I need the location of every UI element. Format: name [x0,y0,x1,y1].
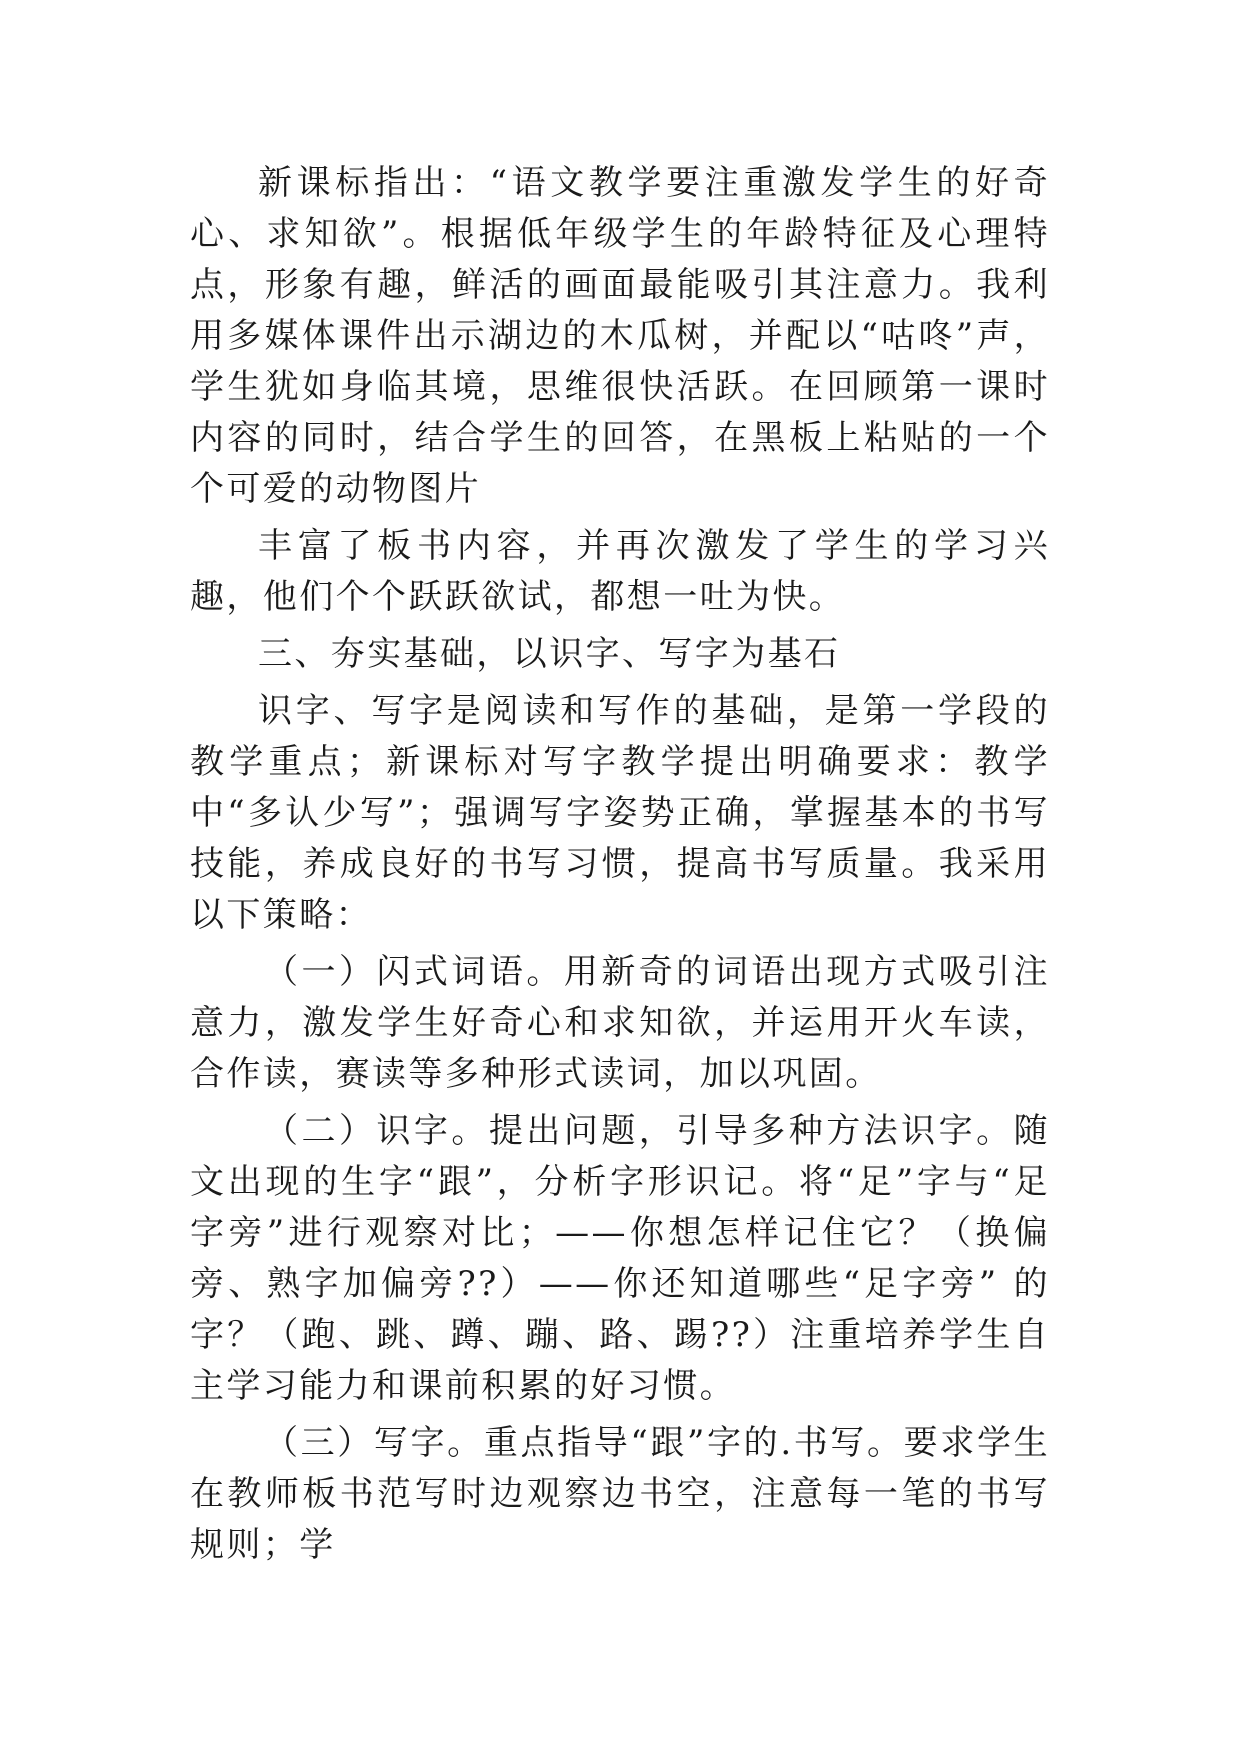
section-heading-3: 三、夯实基础，以识字、写字为基石 [258,634,841,674]
paragraph-strategy-1: （一）闪式词语。用新奇的词语出现方式吸引注意力，激发学生好奇心和求知欲，并运用开火车读，合作读，赛读等多种形式读词，加以巩固。 [190,952,1050,1094]
paragraph-intro: 新课标指出：“语文教学要注重激发学生的好奇心、求知欲”。根据低年级学生的年龄特征及心理特点，形象有趣，鲜活的画面最能吸引其注意力。我利用多媒体课件出示湖边的木瓜树，并配以“咕咚”声，学生犹如身临其境，思维很快活跃。在回顾第一课时内容的同时，结合学生的回答，在黑板上粘贴的一个个可爱的动物图片 [190,163,1050,509]
paragraph-literacy: 识字、写字是阅读和写作的基础，是第一学段的教学重点；新课标对写字教学提出明确要求：教学中“多认少写”；强调写字姿势正确，掌握基本的书写技能，养成良好的书写习惯，提高书写质量。我采用以下策略： [190,691,1050,935]
paragraph-continuation: 丰富了板书内容，并再次激发了学生的学习兴趣，他们个个跃跃欲试，都想一吐为快。 [190,526,1050,617]
paragraph-strategy-2: （二）识字。提出问题，引导多种方法识字。随文出现的生字“跟”，分析字形识记。将“足”字与“足字旁”进行观察对比；——你想怎样记住它？（换偏旁、熟字加偏旁??）——你还知道哪些“足字旁” 的字？（跑、跳、蹲、蹦、路、踢??）注重培养学生自主学习能力和课前积累的好习惯。 [190,1111,1050,1406]
document-body [190,158,1050,1577]
paragraph-strategy-3: （三）写字。重点指导“跟”字的.书写。要求学生在教师板书范写时边观察边书空，注意每一笔的书写规则；学 [190,1423,1050,1565]
